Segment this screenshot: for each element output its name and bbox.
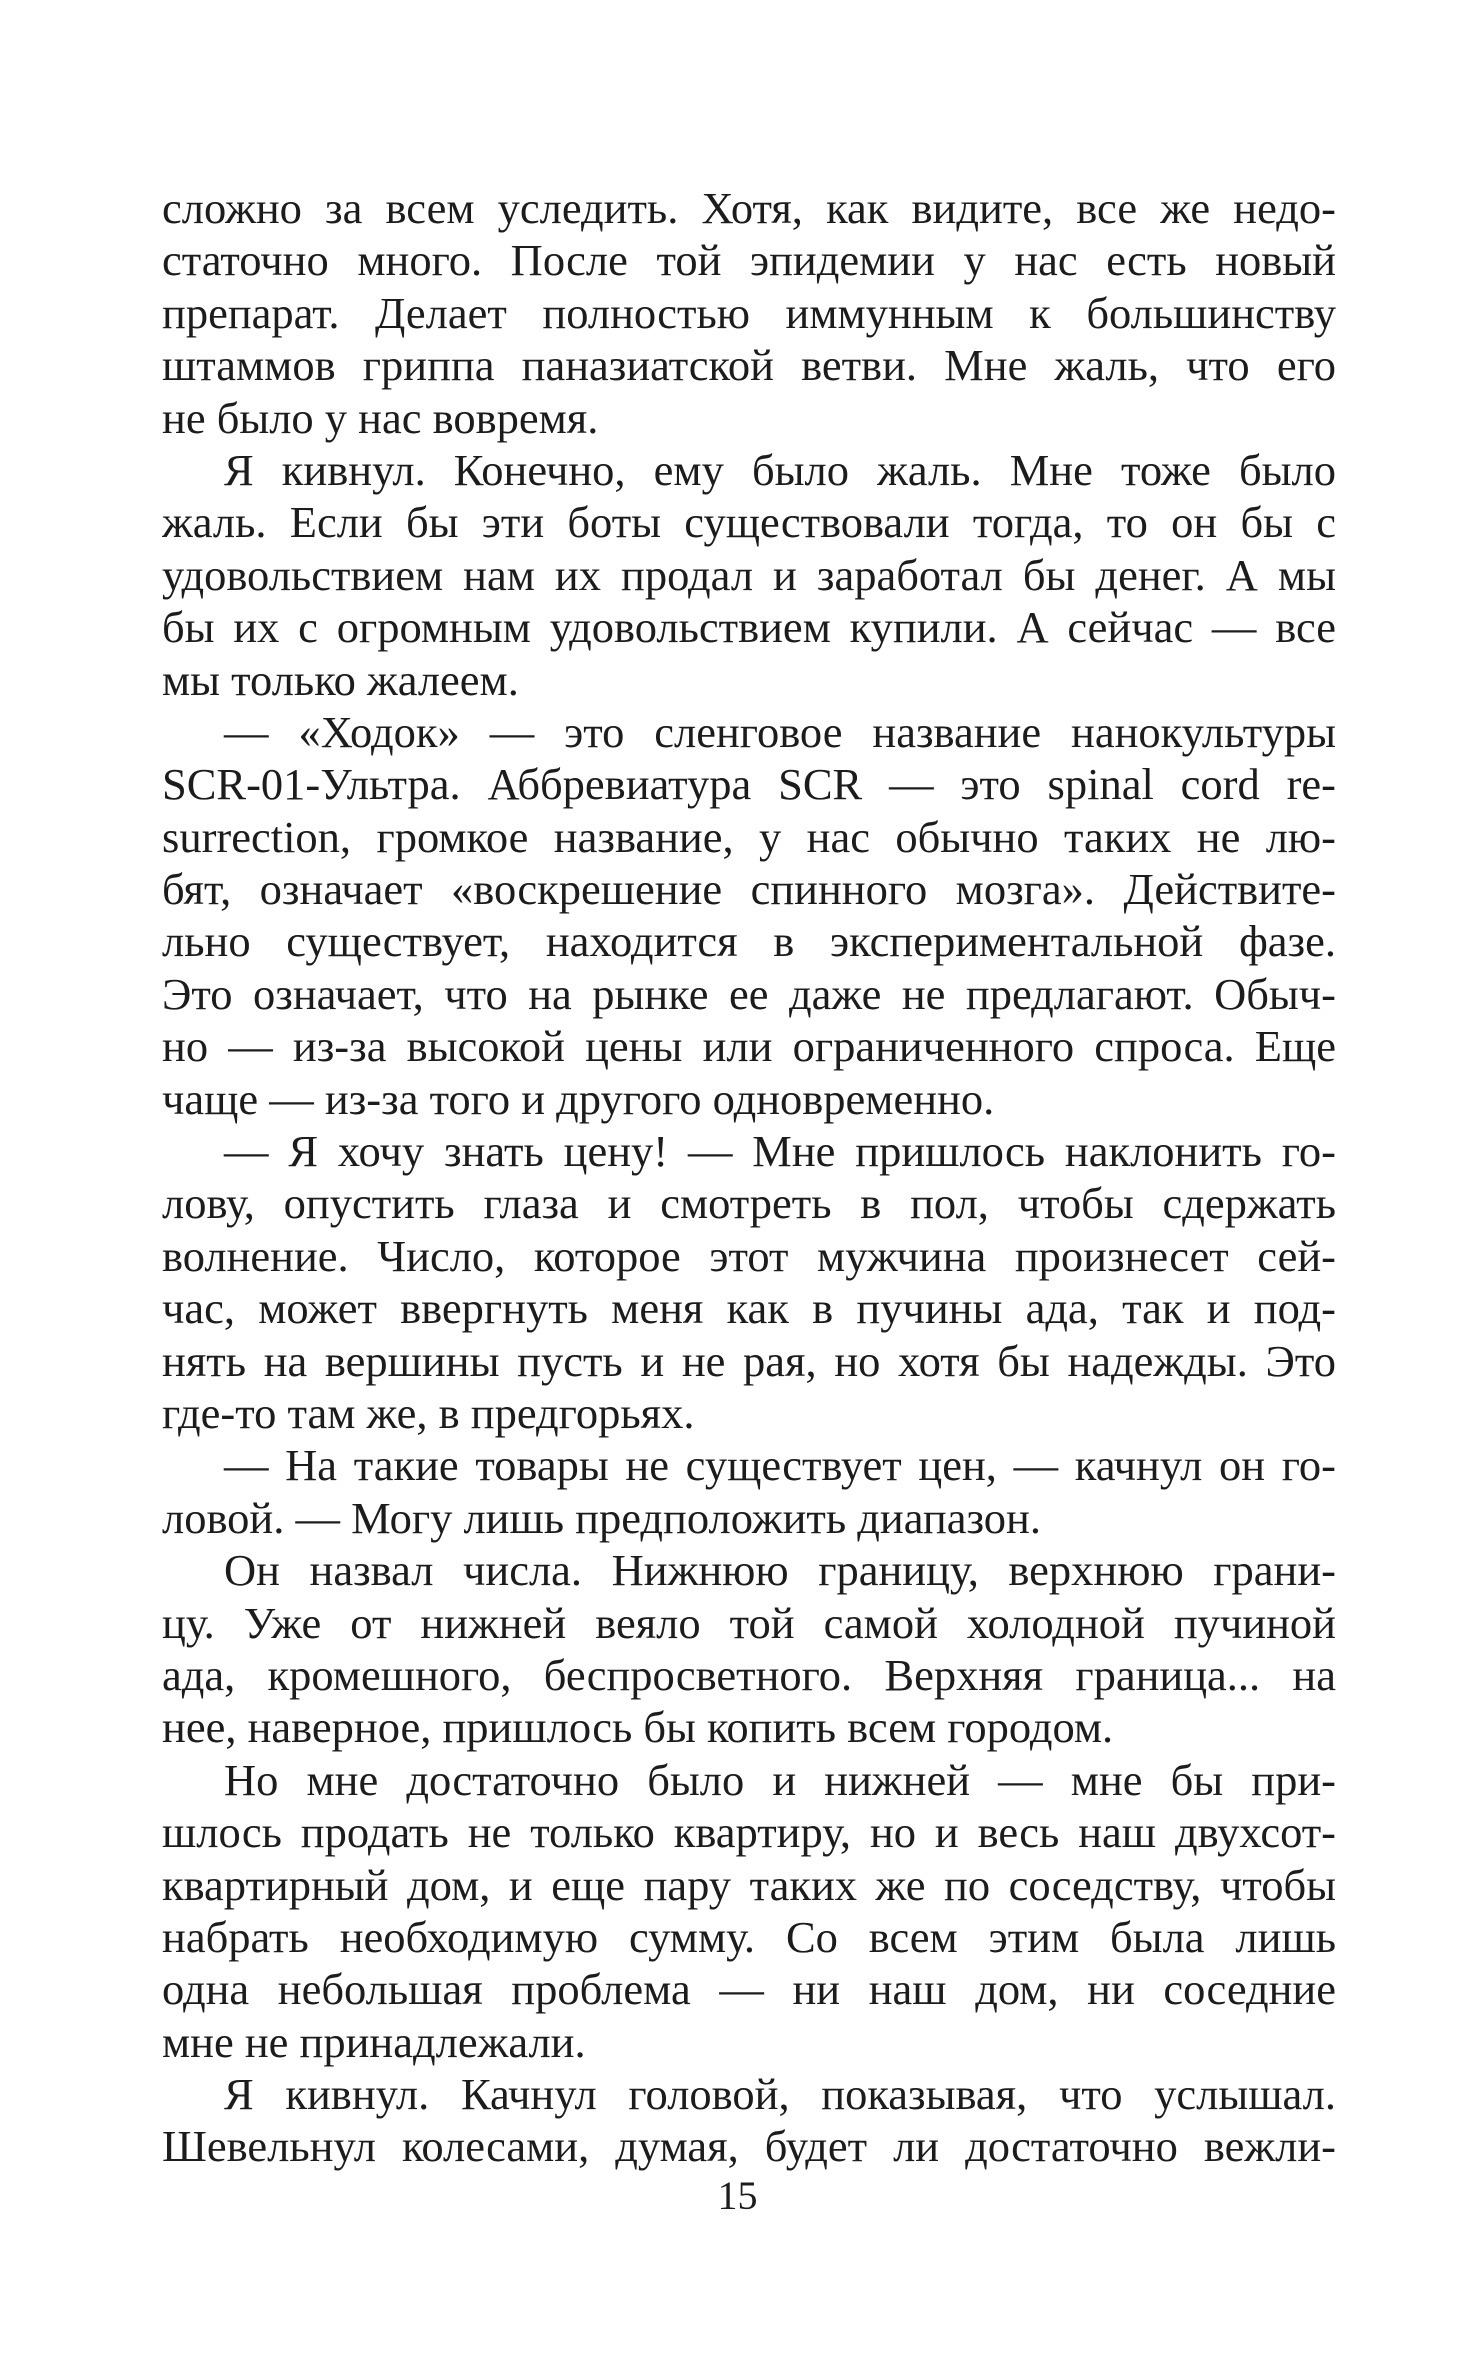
paragraph xyxy=(162,2068,1336,2173)
text-line: волнение. Число, которое этот мужчина произнесет сей- xyxy=(162,1230,1336,1281)
text-line: — На такие товары не существует цен, — качнул он го- xyxy=(224,1440,1336,1491)
paragraph xyxy=(162,1544,1336,1754)
text-line: — «Ходок» — это сленговое название нанокультуры xyxy=(224,706,1336,757)
text-line: цу. Уже от нижней веяло той самой холодной пучиной xyxy=(162,1597,1336,1648)
text-line: но — из-за высокой цены или ограниченного спроса. Еще xyxy=(162,1021,1336,1072)
text-line: шлось продать не только квартиру, но и весь наш двухсот- xyxy=(162,1807,1336,1858)
text-line: сложно за всем уследить. Хотя, как видите, все же недо- xyxy=(162,183,1336,233)
text-line: — Я хочу знать цену! — Мне пришлось наклонить го- xyxy=(224,1126,1336,1177)
text-line: нять на вершины пусть и не рая, но хотя бы надежды. Это xyxy=(162,1335,1336,1386)
text-line: статочно много. После той эпидемии у нас есть новый xyxy=(162,235,1336,286)
paragraph xyxy=(162,182,1336,444)
text-line: ловой. — Могу лишь предположить диапазон. xyxy=(162,1492,1041,1543)
text-line: бы их с огромным удовольствием купили. А сейчас — все xyxy=(162,602,1336,653)
text-line: Но мне достаточно было и нижней — мне бы при- xyxy=(224,1754,1336,1805)
paragraph xyxy=(162,1754,1336,2068)
text-line: SCR-01-Ультра. Аббревиатура SCR — это spinal cord re- xyxy=(162,759,1336,810)
text-line: Я кивнул. Качнул головой, показывая, что услышал. xyxy=(224,2069,1336,2120)
text-line: лову, опустить глаза и смотреть в пол, чтобы сдержать xyxy=(162,1178,1336,1229)
page-number: 15 xyxy=(717,2173,758,2218)
text-line: препарат. Делает полностью иммунным к большинству xyxy=(162,287,1336,338)
text-line: где-то там же, в предгорьях. xyxy=(162,1387,695,1438)
text-line: Шевельнул колесами, думая, будет ли достаточно вежли- xyxy=(162,2121,1336,2172)
text-line: не было у нас вовремя. xyxy=(162,392,599,443)
text-line: surrection, громкое название, у нас обычно таких не лю- xyxy=(162,811,1336,862)
paragraph xyxy=(162,1125,1336,1439)
text-line: льно существует, находится в экспериментальной фазе. xyxy=(162,916,1336,967)
text-line: удовольствием нам их продал и заработал бы денег. А мы xyxy=(162,549,1336,600)
text-line: Я кивнул. Конечно, ему было жаль. Мне тоже было xyxy=(224,444,1336,495)
text-line: ада, кромешного, беспросветного. Верхняя граница... на xyxy=(162,1649,1336,1700)
text-line: набрать необходимую сумму. Со всем этим была лишь xyxy=(162,1911,1336,1962)
text-line: чаще — из-за того и другого одновременно. xyxy=(162,1073,995,1124)
text-line: штаммов гриппа паназиатской ветви. Мне жаль, что его xyxy=(162,340,1336,391)
text-line: бят, означает «воскрешение спинного мозга». Действите- xyxy=(162,864,1336,915)
paragraph xyxy=(162,1439,1336,1544)
text-line: Он назвал числа. Нижнюю границу, верхнюю грани- xyxy=(224,1545,1336,1596)
text-line: Это означает, что на рынке ее даже не предлагают. Обыч- xyxy=(162,968,1336,1019)
paragraph xyxy=(162,706,1336,1125)
text-line: нее, наверное, пришлось бы копить всем городом. xyxy=(162,1702,1114,1753)
paragraph xyxy=(162,444,1336,706)
text-line: час, может ввергнуть меня как в пучины ада, так и под- xyxy=(162,1283,1336,1334)
text-line: жаль. Если бы эти боты существовали тогда, то он бы с xyxy=(162,497,1336,548)
text-line: одна небольшая проблема — ни наш дом, ни соседние xyxy=(162,1964,1336,2015)
text-line: квартирный дом, и еще пару таких же по соседству, чтобы xyxy=(162,1859,1336,1910)
page-body xyxy=(162,182,1336,2173)
text-line: мы только жалеем. xyxy=(162,654,519,705)
text-line: мне не принадлежали. xyxy=(162,2016,586,2067)
